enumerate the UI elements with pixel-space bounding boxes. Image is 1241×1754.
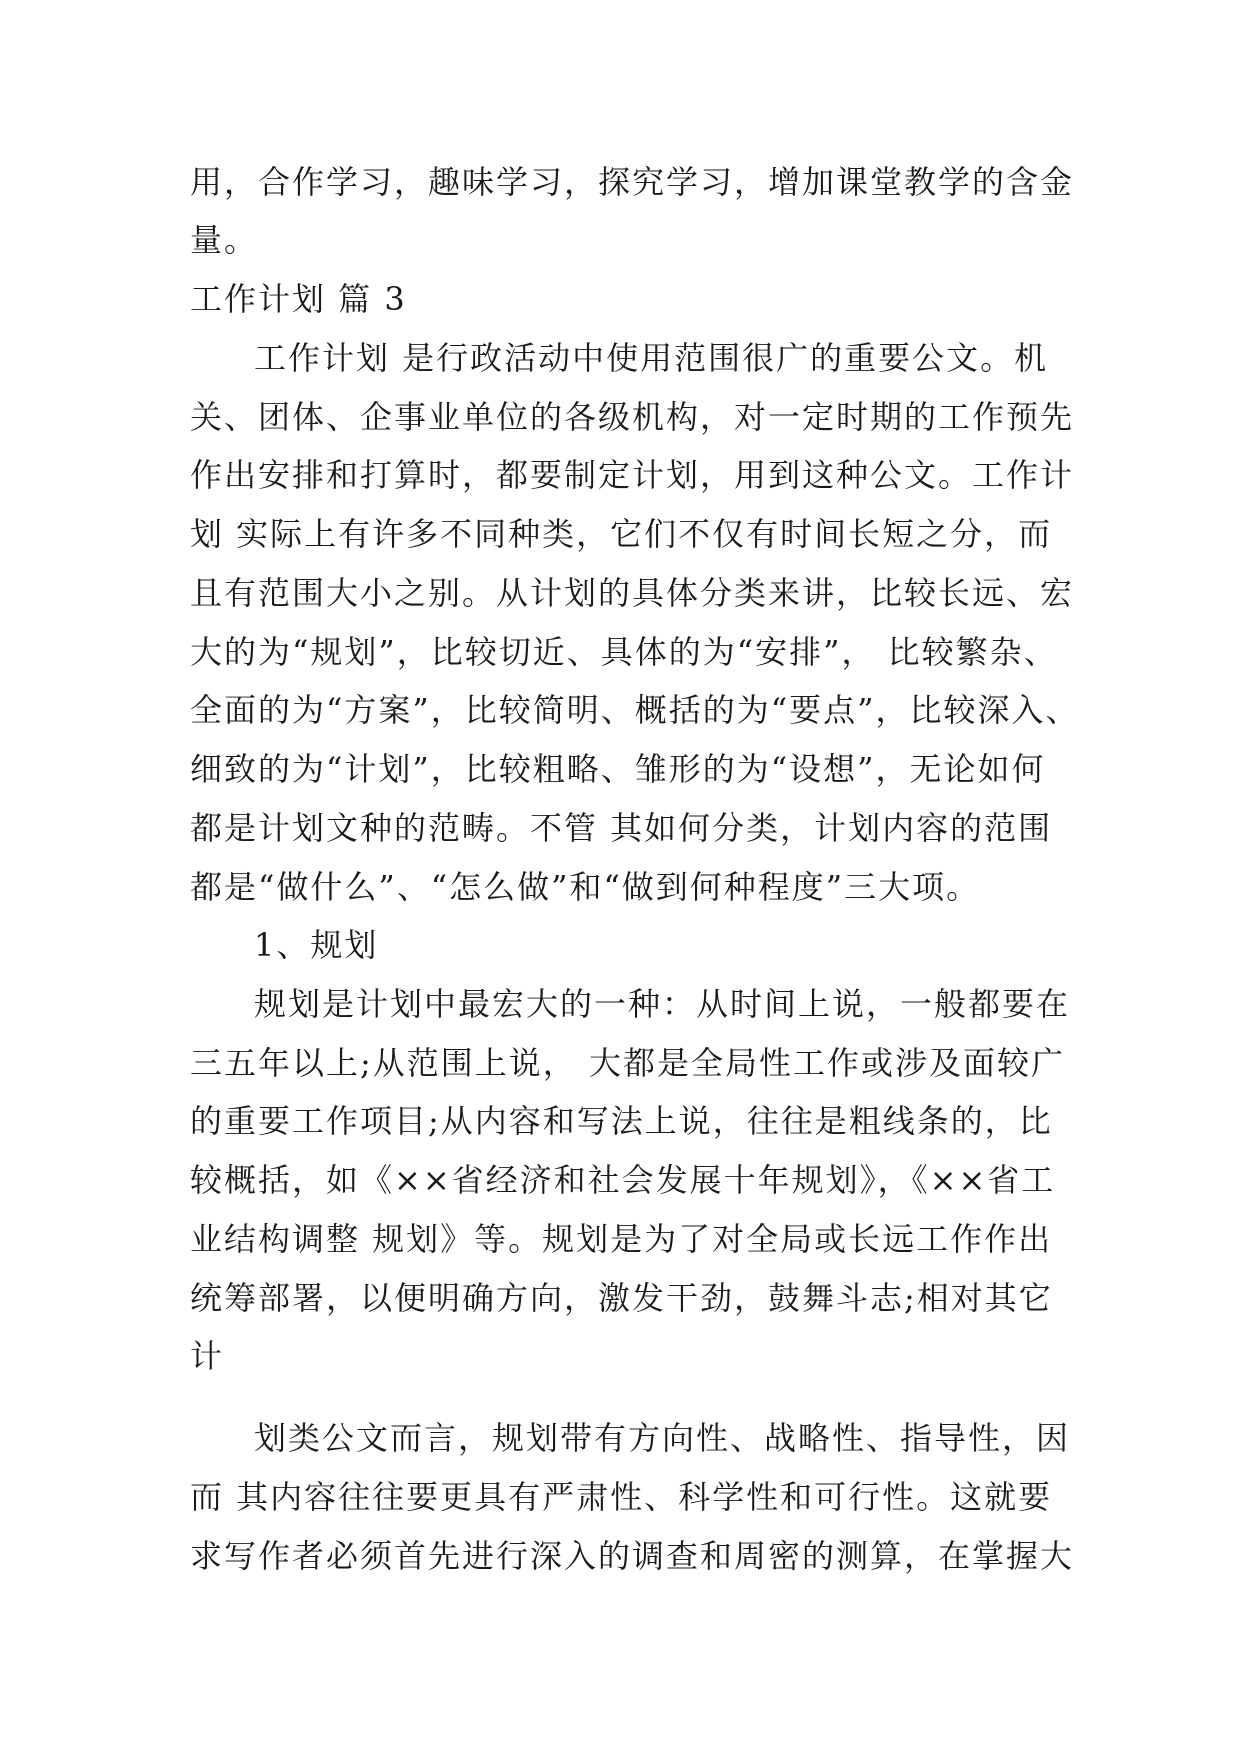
text-line: 都是计划文种的范畴。不管 其如何分类，计划内容的范围 <box>190 809 1053 847</box>
text-line: 作出安排和打算时，都要制定计划，用到这种公文。工作计 <box>190 456 1075 494</box>
text-line: 大的为“规划”，比较切近、具体的为“安排”， 比较繁杂、 <box>190 633 1058 671</box>
text-line: 全面的为“方案”，比较简明、概括的为“要点”，比较深入、 <box>190 691 1080 729</box>
text-line: 量。 <box>190 221 259 259</box>
text-line: 用，合作学习，趣味学习，探究学习，增加课堂教学的含金 <box>190 163 1075 201</box>
text-line: 且有范围大小之别。从计划的具体分类来讲，比较长远、宏 <box>190 574 1075 612</box>
text-line: 细致的为“计划”，比较粗略、雏形的为“设想”，无论如何 <box>190 750 1046 788</box>
text-line: 计 <box>190 1337 225 1375</box>
text-line: 求写作者必须首先进行深入的调查和周密的测算，在掌握大 <box>190 1537 1075 1575</box>
text-line: 较概括，如《××省经济和社会发展十年规划》，《××省工 <box>190 1161 1056 1199</box>
text-line: 业结构调整 规划》等。规划是为了对全局或长远工作作出 <box>190 1220 1053 1258</box>
text-line: 而 其内容往往要更具有严肃性、科学性和可行性。这就要 <box>190 1478 1053 1516</box>
text-line: 都是“做什么”、“怎么做”和“做到何种程度”三大项。 <box>190 868 981 906</box>
text-line: 统筹部署，以便明确方向，激发干劲，鼓舞斗志;相对其它 <box>190 1279 1053 1317</box>
text-line: 的重要工作项目;从内容和写法上说，往往是粗线条的，比 <box>190 1102 1053 1140</box>
subsection-heading: 1、规划 <box>254 926 379 964</box>
paragraph-first-line: 工作计划 是行政活动中使用范围很广的重要公文。机 <box>254 339 1049 377</box>
text-line: 关、团体、企事业单位的各级机构，对一定时期的工作预先 <box>190 398 1075 436</box>
paragraph-first-line: 划类公文而言，规划带有方向性、战略性、指导性，因 <box>254 1419 1071 1457</box>
paragraph-first-line: 规划是计划中最宏大的一种：从时间上说，一般都要在 <box>254 985 1071 1023</box>
text-line: 三五年以上;从范围上说， 大都是全局性工作或涉及面较广 <box>190 1044 1065 1082</box>
text-line: 划 实际上有许多不同种类，它们不仅有时间长短之分，而 <box>190 515 1053 553</box>
section-heading: 工作计划 篇 3 <box>190 280 407 318</box>
